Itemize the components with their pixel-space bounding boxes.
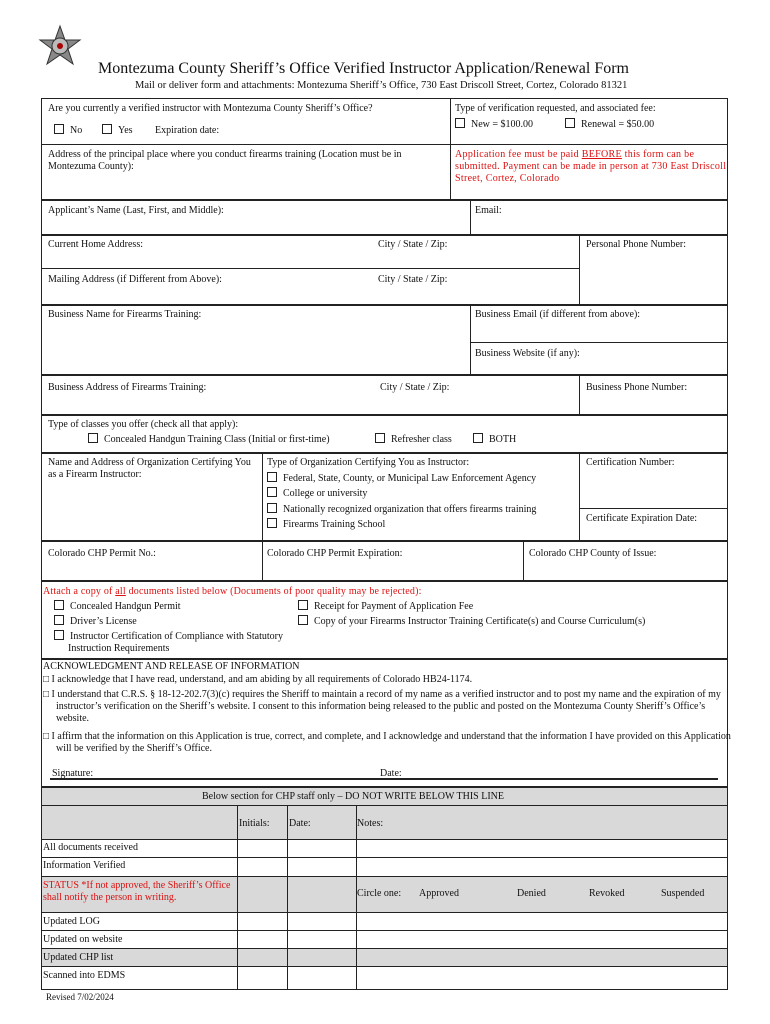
city-state-zip-1: City / State / Zip: [378,239,448,250]
cert-number-label: Certification Number: [586,457,675,468]
q-current-instructor: Are you currently a verified instructor with Montezuma County Sheriff’s Office? [48,103,373,114]
personal-phone-label: Personal Phone Number: [586,239,686,250]
mailing-address-label: Mailing Address (if Different from Above): [48,274,222,285]
label-renewal: Renewal = $50.00 [581,119,655,130]
row-all-documents: All documents received [43,842,138,853]
status-approved[interactable]: Approved [419,888,459,899]
org-type-label: Type of Organization Certifying You as Instructor: [267,457,470,468]
business-website-label: Business Website (if any): [475,348,580,359]
signature-label: Signature: [52,768,94,779]
checkbox-no[interactable] [54,124,64,134]
business-email-label: Business Email (if different from above): [475,309,641,320]
checkbox-attach-receipt[interactable] [298,600,308,610]
checkbox-attach-certificate[interactable] [298,615,308,625]
verification-type-label: Type of verification requested, and associated fee: [455,103,656,114]
staff-header: Below section for CHP staff only – DO NOT WRITE BELOW THIS LINE [202,791,505,802]
classes-label: Type of classes you offer (check all that apply): [48,419,239,430]
col-notes: Notes: [357,818,384,829]
org-name-label: Name and Address of Organization Certifying You as a Firearm Instructor: [48,457,251,480]
status-denied[interactable]: Denied [517,888,546,899]
row-updated-chp: Updated CHP list [43,952,114,963]
row-updated-website: Updated on website [43,934,123,945]
col-date: Date: [289,818,311,829]
row-updated-log: Updated LOG [43,916,100,927]
page-subtitle: Mail or deliver form and attachments: Montezuma Sheriff’s Office, 730 East Driscoll Street, Cortez, Colorado 81321 [135,80,628,91]
checkbox-org-college[interactable] [267,487,277,497]
status-suspended[interactable]: Suspended [661,888,705,899]
attach-instructions: Attach a copy of all documents listed below (Documents of poor quality may be rejected): [43,586,422,597]
row-status: STATUS *If not approved, the Sheriff’s Office shall notify the person in writing. [43,880,231,903]
checkbox-refresher[interactable] [375,433,385,443]
circle-one-label: Circle one: [357,888,402,899]
expiration-date-label: Expiration date: [155,125,220,136]
business-name-label: Business Name for Firearms Training: [48,309,202,320]
ack-item-3: □ I affirm that the information on this Application is true, correct, and complete, and I acknowledge and understand that the information I have provided on this Application will be verified by the Sheriff’s Office. [43,731,731,754]
checkbox-yes[interactable] [102,124,112,134]
home-address-label: Current Home Address: [48,239,143,250]
applicant-name-label: Applicant’s Name (Last, First, and Middle): [48,205,224,216]
ack-item-2: □ I understand that C.R.S. § 18-12-202.7(3)(c) requires the Sheriff to maintain a record of my name as a verified instructor and to post my name and the expiration of my instructor’s verification on the Sheriff’s website. I consent to this information being released to the public and posted on the Montezuma County Sheriff’s Office’s website. [43,689,721,724]
principal-address-label: Address of the principal place where you conduct firearms training (Location must be in Montezuma County): [48,149,402,172]
checkbox-org-school[interactable] [267,518,277,528]
business-address-label: Business Address of Firearms Training: [48,382,207,393]
fee-note: Application fee must be paid BEFORE this form can be submitted. Payment can be made in person at 730 East Driscoll Street, Cortez, Colorado [455,149,727,184]
checkbox-chp-class[interactable] [88,433,98,443]
checkbox-org-agency[interactable] [267,472,277,482]
page-title: Montezuma County Sheriff’s Office Verified Instructor Application/Renewal Form [98,60,629,77]
chp-county-label: Colorado CHP County of Issue: [529,548,657,559]
signature-line[interactable] [50,778,718,780]
label-new: New = $100.00 [471,119,534,130]
row-scanned-edms: Scanned into EDMS [43,970,126,981]
sheriff-badge-logo [36,24,84,72]
checkbox-new[interactable] [455,118,465,128]
checkbox-renewal[interactable] [565,118,575,128]
col-initials: Initials: [239,818,270,829]
chp-permit-exp-label: Colorado CHP Permit Expiration: [267,548,403,559]
date-label: Date: [380,768,402,779]
ack-item-1: □ I acknowledge that I have read, understand, and am abiding by all requirements of Colorado HB24-1174. [43,674,473,685]
revised-date: Revised 7/02/2024 [46,992,114,1002]
row-info-verified: Information Verified [43,860,126,871]
city-state-zip-2: City / State / Zip: [378,274,448,285]
business-phone-label: Business Phone Number: [586,382,688,393]
checkbox-org-national[interactable] [267,503,277,513]
status-revoked[interactable]: Revoked [589,888,625,899]
label-no: No [70,125,83,136]
checkbox-attach-compliance[interactable] [54,630,64,640]
label-yes: Yes [118,125,133,136]
checkbox-attach-chp[interactable] [54,600,64,610]
city-state-zip-3: City / State / Zip: [380,382,450,393]
ack-title: ACKNOWLEDGMENT AND RELEASE OF INFORMATION [43,661,300,672]
checkbox-attach-license[interactable] [54,615,64,625]
email-label: Email: [475,205,502,216]
cert-expiration-label: Certificate Expiration Date: [586,513,698,524]
chp-permit-no-label: Colorado CHP Permit No.: [48,548,156,559]
checkbox-both[interactable] [473,433,483,443]
